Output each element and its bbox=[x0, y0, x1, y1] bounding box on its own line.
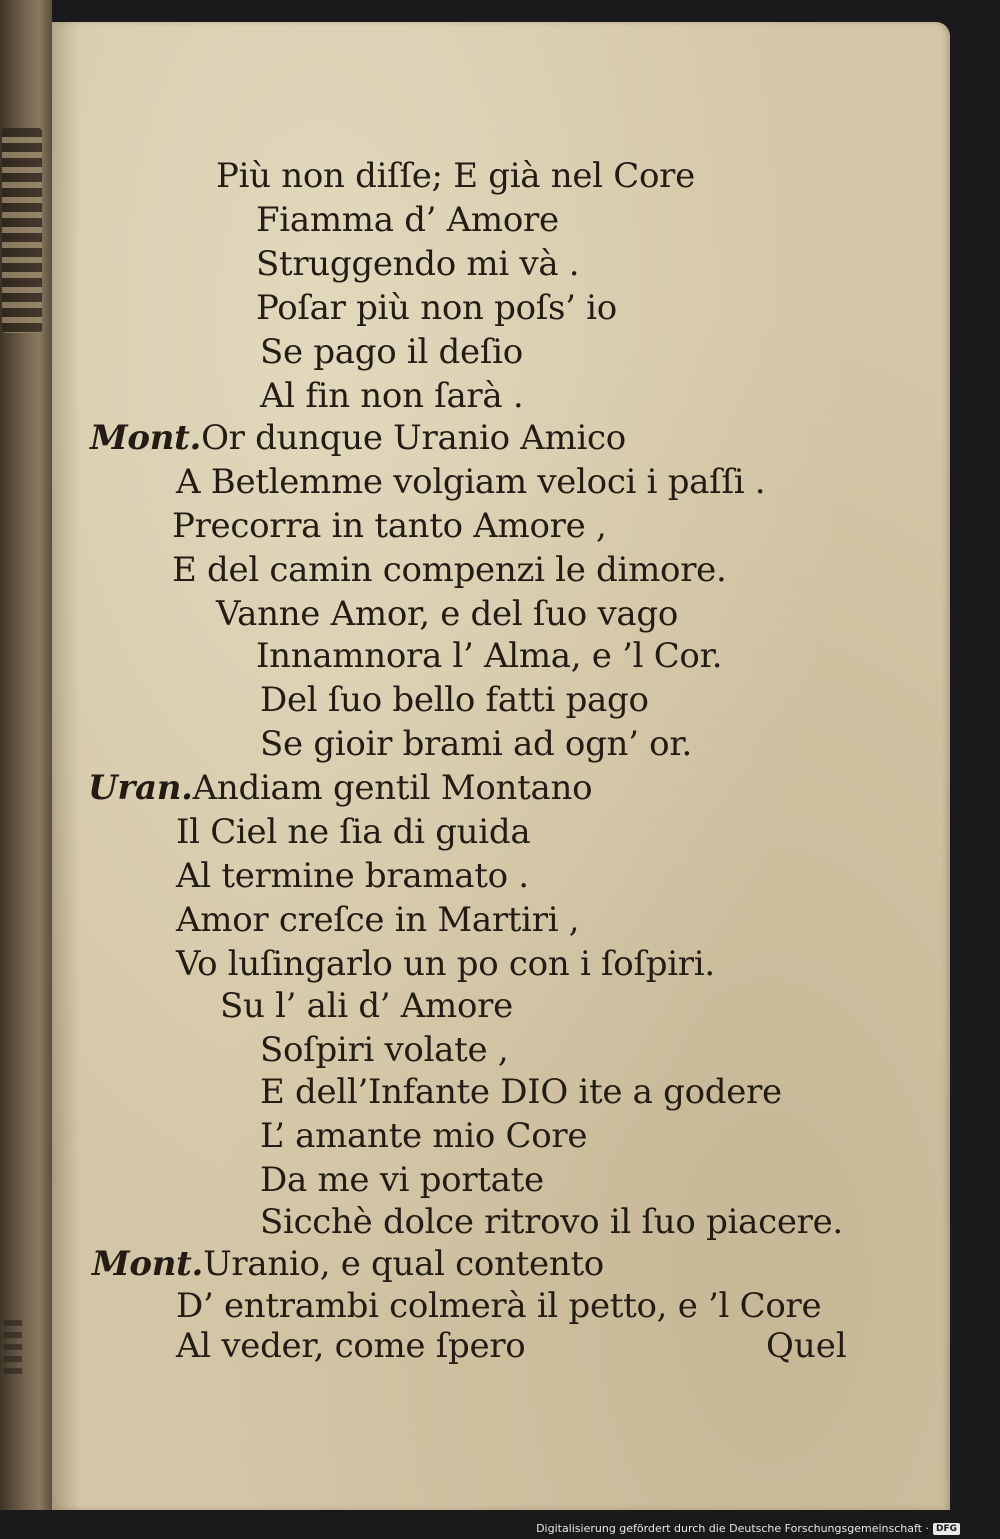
text-line: Al fin non ſarà . bbox=[260, 376, 524, 416]
text-line: Poſar più non poſs’ io bbox=[256, 288, 617, 328]
text-line: Su l’ ali d’ Amore bbox=[220, 986, 513, 1026]
text-line: Uran.Andiam gentil Montano bbox=[88, 768, 593, 808]
text-line: Se gioir brami ad ogn’ or. bbox=[260, 724, 693, 764]
text-line: Soſpiri volate , bbox=[260, 1030, 509, 1070]
speaker-label: Uran. bbox=[88, 768, 193, 808]
text-line: A Betlemme volgiam veloci i paſſi . bbox=[176, 462, 766, 502]
text-line: Il Ciel ne ſia di guida bbox=[176, 812, 531, 852]
credit-text: Digitalisierung gefördert durch die Deutsche Forschungsgemeinschaft · bbox=[536, 1522, 929, 1535]
facing-page-edge bbox=[0, 0, 52, 1510]
digitization-credit bbox=[536, 1522, 960, 1535]
text-line: Innamnora l’ Alma, e ’l Cor. bbox=[256, 636, 723, 676]
text-line: Fiamma d’ Amore bbox=[256, 200, 559, 240]
text-line: L’ amante mio Core bbox=[260, 1116, 588, 1156]
ink-marks bbox=[4, 1320, 22, 1380]
text-line: Da me vi portate bbox=[260, 1160, 544, 1200]
speaker-label: Mont. bbox=[90, 418, 202, 458]
text-line: D’ entrambi colmerà il petto, e ’l Core bbox=[176, 1286, 822, 1326]
text-line: E del camin compenzi le dimore. bbox=[172, 550, 727, 590]
text-line: Precorra in tanto Amore , bbox=[172, 506, 607, 546]
text-line: Struggendo mi và . bbox=[256, 244, 580, 284]
text-line: Vo luſingarlo un po con i ſoſpiri. bbox=[176, 944, 715, 984]
text-line: Vanne Amor, e del ſuo vago bbox=[216, 594, 678, 634]
text-line: E dell’Infante DIO ite a godere bbox=[260, 1072, 782, 1112]
text-line: Amor creſce in Martiri , bbox=[176, 900, 580, 940]
text-line: Al termine bramato . bbox=[176, 856, 529, 896]
text-line: Mont.Or dunque Uranio Amico bbox=[90, 418, 626, 458]
catchword: Quel bbox=[766, 1326, 847, 1366]
speaker-label: Mont. bbox=[92, 1244, 204, 1284]
text-line: Sicchè dolce ritrovo il ſuo piacere. bbox=[260, 1202, 843, 1242]
ornament-fragment bbox=[2, 128, 42, 333]
dfg-logo: DFG bbox=[933, 1523, 960, 1535]
text-line: Se pago il deſio bbox=[260, 332, 523, 372]
book-page bbox=[52, 22, 950, 1510]
text-line: Al veder, come ſpero bbox=[176, 1326, 526, 1366]
text-line: Del ſuo bello fatti pago bbox=[260, 680, 649, 720]
text-line: Mont.Uranio, e qual contento bbox=[92, 1244, 604, 1284]
text-line: Più non diſſe; E già nel Core bbox=[216, 156, 695, 196]
